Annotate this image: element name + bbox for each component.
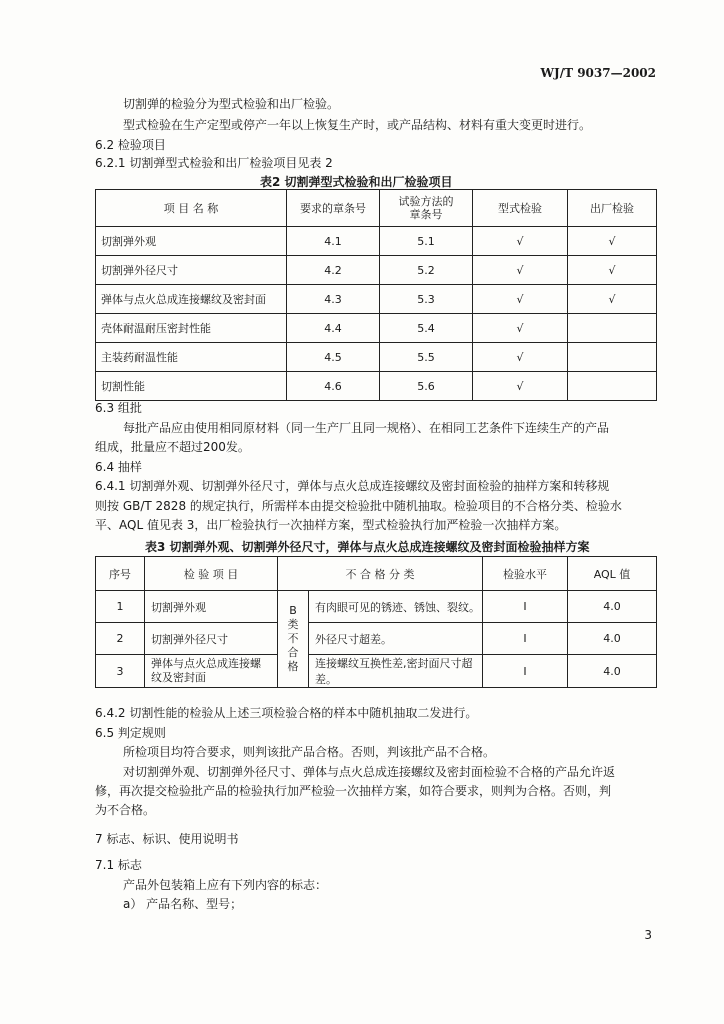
paragraph: 6.4.2 切割性能的检验从上述三项检验合格的样本中随机抽取二发进行。 — [95, 706, 478, 720]
table-cell: 4.1 — [287, 227, 380, 256]
table-cell: 4.0 — [568, 623, 657, 655]
table-cell: 4.0 — [568, 591, 657, 623]
paragraph: 6.2.1 切割弹型式检验和出厂检验项目见表 2 — [95, 156, 333, 170]
table-row — [96, 227, 657, 256]
table-header-cell: 出厂检验 — [568, 190, 657, 227]
paragraph: 组成，批量应不超过200发。 — [95, 440, 250, 454]
table-cell: 5.5 — [380, 343, 473, 372]
paragraph: 为不合格。 — [95, 803, 156, 817]
table-cell: 5.4 — [380, 314, 473, 343]
paragraph: 则按 GB/T 2828 的规定执行，所需样本由提交检验批中随机抽取。检验项目的不合格分类、检验水 — [95, 499, 622, 513]
table-cell: 弹体与点火总成连接螺纹及密封面 — [145, 655, 278, 688]
table-row — [96, 591, 657, 623]
paragraph: 平、AQL 值见表 3，出厂检验执行一次抽样方案，型式检验执行加严检验一次抽样方案。 — [95, 518, 567, 532]
table-cell: 外径尺寸超差。 — [309, 623, 483, 655]
paragraph: 每批产品应由使用相同原材料（同一生产厂且同一规格）、在相同工艺条件下连续生产的产品 — [123, 421, 610, 435]
paragraph: 所检项目均符合要求，则判该批产品合格。否则，判该批产品不合格。 — [123, 745, 496, 759]
paragraph: 切割弹的检验分为型式检验和出厂检验。 — [123, 97, 340, 111]
table-row — [96, 372, 657, 401]
table-header-cell: 项 目 名 称 — [96, 190, 287, 227]
table-header-cell: 型式检验 — [473, 190, 568, 227]
table-row — [96, 343, 657, 372]
table-cell: √ — [473, 343, 568, 372]
table-cell: 4.4 — [287, 314, 380, 343]
paragraph: 修，再次提交检验批产品的检验执行加严检验一次抽样方案，如符合要求，则判为合格。否则，判 — [95, 784, 612, 798]
table-cell: 2 — [96, 623, 145, 655]
section-heading: 7.1 标志 — [95, 858, 142, 872]
table-row — [96, 285, 657, 314]
section-heading: 6.5 判定规则 — [95, 726, 166, 740]
table-row — [96, 314, 657, 343]
table-cell: 4.2 — [287, 256, 380, 285]
table-cell: 5.6 — [380, 372, 473, 401]
table-cell: 壳体耐温耐压密封性能 — [96, 314, 287, 343]
table-cell: 有肉眼可见的锈迹、锈蚀、裂纹。 — [309, 591, 483, 623]
table-cell: 主装药耐温性能 — [96, 343, 287, 372]
table-header-cell: AQL 值 — [568, 557, 657, 591]
table-row — [96, 256, 657, 285]
table-cell: √ — [568, 256, 657, 285]
paragraph: 产品外包装箱上应有下列内容的标志： — [123, 878, 328, 892]
table-cell: Ⅰ — [483, 591, 568, 623]
table-cell: √ — [473, 285, 568, 314]
table-cell: √ — [568, 227, 657, 256]
table-cell: 5.2 — [380, 256, 473, 285]
paragraph: 对切割弹外观、切割弹外径尺寸、弹体与点火总成连接螺纹及密封面检验不合格的产品允许返 — [123, 765, 616, 779]
category-cell — [278, 591, 309, 688]
table2 — [95, 189, 657, 401]
section-heading: 7 标志、标识、使用说明书 — [95, 832, 239, 846]
page-number: 3 — [644, 928, 652, 942]
table-cell: 切割弹外径尺寸 — [96, 256, 287, 285]
table-row — [96, 655, 657, 688]
table-cell: 4.6 — [287, 372, 380, 401]
table3-caption: 表3 切割弹外观、切割弹外径尺寸，弹体与点火总成连接螺纹及密封面检验抽样方案 — [145, 540, 590, 554]
table-cell — [568, 372, 657, 401]
table-row — [96, 623, 657, 655]
category-label: B类不合格 — [287, 604, 299, 673]
table-header-cell: 不 合 格 分 类 — [278, 557, 483, 591]
section-heading: 6.3 组批 — [95, 401, 142, 415]
table-cell — [568, 314, 657, 343]
table-cell: 4.5 — [287, 343, 380, 372]
table-cell: 4.0 — [568, 655, 657, 688]
table-cell: √ — [473, 256, 568, 285]
table-cell: 切割弹外观 — [96, 227, 287, 256]
table-cell: √ — [568, 285, 657, 314]
table-cell: Ⅰ — [483, 655, 568, 688]
table-cell: 5.3 — [380, 285, 473, 314]
table-header-cell: 检 验 项 目 — [145, 557, 278, 591]
paragraph: 型式检验在生产定型或停产一年以上恢复生产时，或产品结构、材料有重大变更时进行。 — [123, 118, 592, 132]
table-cell: 1 — [96, 591, 145, 623]
table2-caption: 表2 切割弹型式检验和出厂检验项目 — [260, 175, 453, 189]
table-header-cell: 序号 — [96, 557, 145, 591]
table-cell: 切割弹外径尺寸 — [145, 623, 278, 655]
table-cell — [568, 343, 657, 372]
table-cell: 5.1 — [380, 227, 473, 256]
paragraph: 6.4.1 切割弹外观、切割弹外径尺寸，弹体与点火总成连接螺纹及密封面检验的抽样方案和转移规 — [95, 479, 610, 493]
table-cell: √ — [473, 314, 568, 343]
table-header-cell: 要求的章条号 — [287, 190, 380, 227]
table-cell: √ — [473, 372, 568, 401]
table-header-cell: 试验方法的 章条号 — [380, 190, 473, 227]
table-cell: 连接螺纹互换性差,密封面尺寸超差。 — [309, 655, 483, 688]
table-cell: √ — [473, 227, 568, 256]
table-cell: 3 — [96, 655, 145, 688]
standard-number: WJ/T 9037—2002 — [540, 66, 656, 80]
table-header-cell: 检验水平 — [483, 557, 568, 591]
table-cell: 4.3 — [287, 285, 380, 314]
table-cell: Ⅰ — [483, 623, 568, 655]
table-cell: 弹体与点火总成连接螺纹及密封面 — [96, 285, 287, 314]
table3 — [95, 556, 657, 688]
paragraph: a） 产品名称、型号； — [123, 897, 243, 911]
section-heading: 6.4 抽样 — [95, 460, 142, 474]
table-cell: 切割弹外观 — [145, 591, 278, 623]
table-cell: 切割性能 — [96, 372, 287, 401]
section-heading: 6.2 检验项目 — [95, 138, 166, 152]
